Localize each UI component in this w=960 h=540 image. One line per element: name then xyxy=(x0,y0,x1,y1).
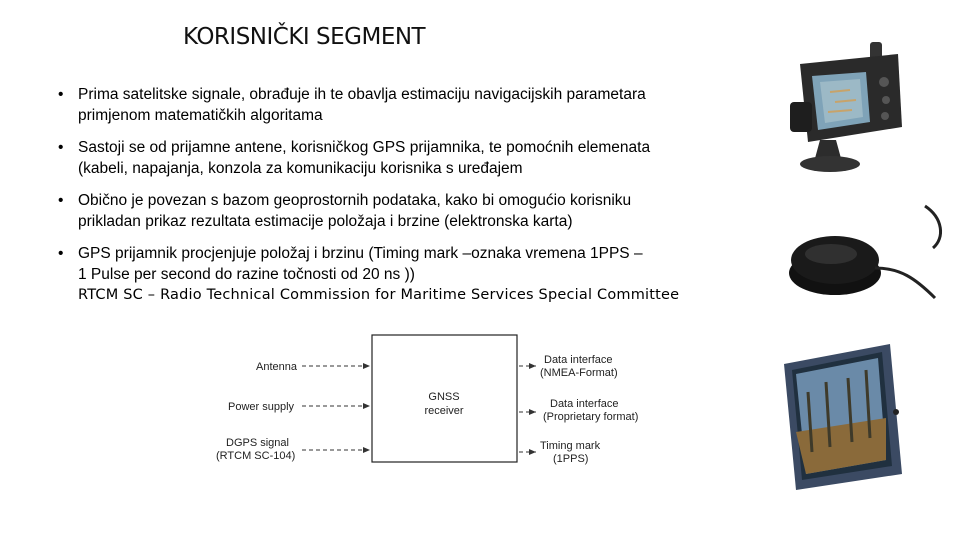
handheld-gps-device xyxy=(780,42,910,177)
input-label: DGPS signal xyxy=(226,437,289,449)
input-label: (RTCM SC-104) xyxy=(216,450,296,462)
bullet-text: Sastoji se od prijamne antene, korisničkog GPS prijamnika, te pomoćnih elemenata xyxy=(78,139,651,156)
bullet-text: 1 Pulse per second do razine točnosti od 20 ns )) xyxy=(78,266,415,283)
bullet-text: (kabeli, napajanja, konzola za komunikaciju korisnika s uređajem xyxy=(78,160,523,177)
output-label: (Proprietary format) xyxy=(543,411,639,423)
receiver-label: receiver xyxy=(424,405,464,417)
output-label: (1PPS) xyxy=(553,453,589,465)
bullet-text: primjenom matematičkih algoritama xyxy=(78,107,323,124)
input-label: Power supply xyxy=(228,401,295,413)
bullet-item xyxy=(58,190,778,232)
gps-antenna-puck xyxy=(785,198,950,308)
bullet-list xyxy=(58,84,778,317)
receiver-label: GNSS xyxy=(428,391,460,403)
bullet-dot: • xyxy=(58,86,64,103)
bullet-dot: • xyxy=(58,245,64,262)
bullet-item xyxy=(58,137,778,179)
gnss-receiver-diagram xyxy=(210,330,650,470)
input-label: Antenna xyxy=(256,361,297,373)
bullet-dot: • xyxy=(58,139,64,156)
bullet-item xyxy=(58,243,778,306)
output-label: Timing mark xyxy=(540,440,601,452)
output-label: (NMEA-Format) xyxy=(540,367,618,379)
bullet-text: Obično je povezan s bazom geoprostornih podataka, kako bi omogućio korisniku xyxy=(78,192,632,209)
bullet-item xyxy=(58,84,778,126)
gps-navigation-tablet xyxy=(778,342,908,492)
bullet-text: prikladan prikaz rezultata estimacije položaja i brzine (elektronska karta) xyxy=(78,213,573,230)
output-label: Data interface xyxy=(550,398,619,410)
slide-title: KORISNIČKI SEGMENT xyxy=(183,24,426,50)
bullet-text: GPS prijamnik procjenjuje položaj i brzinu (Timing mark –oznaka vremena 1PPS – xyxy=(78,245,643,262)
bullet-text: RTCM SC – Radio Technical Commission for Maritime Services Special Committee xyxy=(78,287,680,303)
bullet-text: Prima satelitske signale, obrađuje ih te obavlja estimaciju navigacijskih parametara xyxy=(78,86,646,103)
output-label: Data interface xyxy=(544,354,613,366)
bullet-dot: • xyxy=(58,192,64,209)
